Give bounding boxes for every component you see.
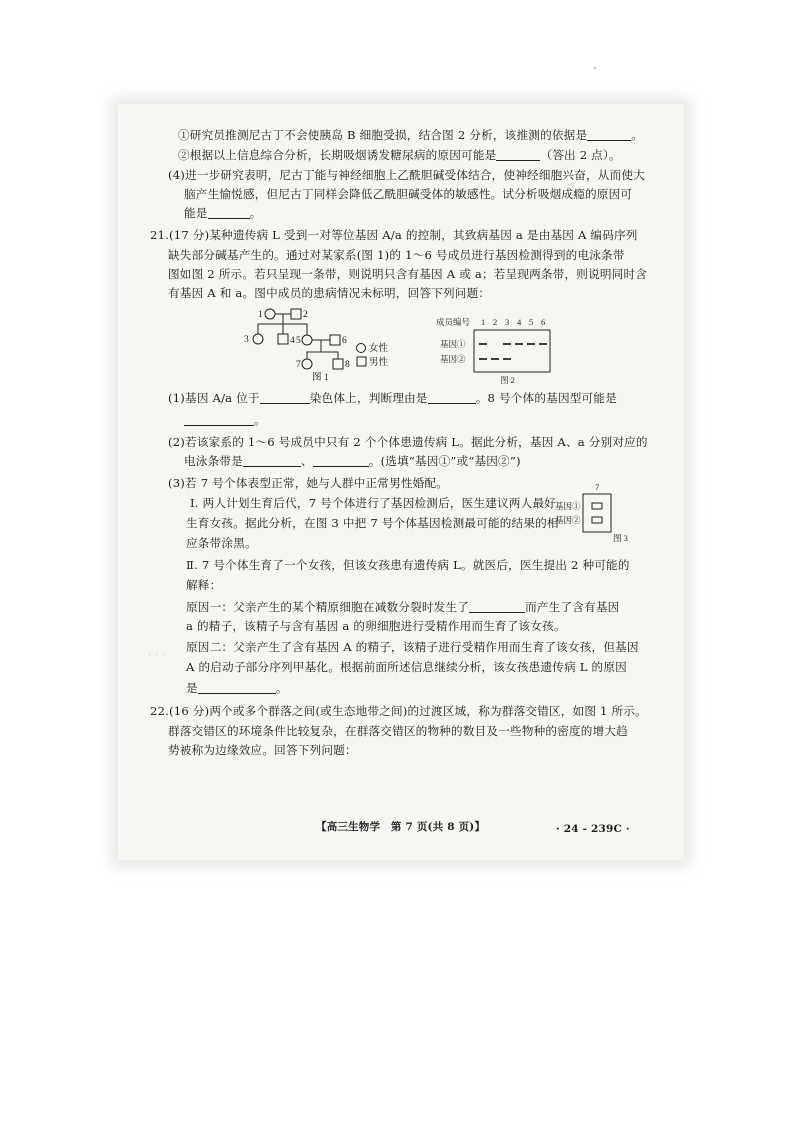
fig2-member-3: 3 [505,317,510,327]
fig3-band-slot-2[interactable] [592,517,602,523]
prev-q3-sub1: ①研究员推测尼古丁不会使胰岛 B 细胞受损，结合图 2 分析，该推测的依据是 。 [178,128,644,142]
prev-q4-line2: 脑产生愉悦感，但尼古丁同样会降低乙酰胆碱受体的敏感性。试分析吸烟成瘾的原因可 [184,187,633,201]
fig2-member-5: 5 [529,317,534,327]
q22-line2: 群落交错区的环境条件比较复杂，在群落交错区的物种的数目及一些物种的密度的增大趋 [168,724,628,738]
answer-blank[interactable] [198,682,276,694]
fig2-member-2: 2 [493,317,498,327]
answer-blank[interactable] [260,392,310,404]
answer-blank[interactable] [496,149,540,161]
fig2-member-4: 4 [517,317,522,327]
q21-sub3-i-line2: 生育女孩。据此分析，在图 3 中把 7 号个体基因检测最可能的结果的相 [186,516,559,530]
q21-intro-2: 缺失部分碱基产生的。通过对某家系(图 1)的 1～6 号成员进行基因检测得到的电泳条带 [168,248,625,262]
q21-reason2-line3: 是 。 [186,681,288,695]
q21-sub3-ii-line2: 解释： [186,578,222,592]
pedigree-member-3 [253,334,263,344]
pedigree-label-3: 3 [244,335,249,345]
answer-blank[interactable] [208,207,250,219]
fig3-row2-label: 基因② [555,515,581,525]
answer-blank[interactable] [428,392,476,404]
pedigree-label-5: 5 [296,336,301,346]
pedigree-label-7: 7 [296,360,301,370]
exam-code: · 24 - 239C · [556,823,630,835]
pedigree-member-1 [265,309,275,319]
answer-blank[interactable] [184,414,254,426]
show-through-mark: · · · [148,648,166,661]
fig2-member-1: 1 [481,317,486,327]
fig2-header-label: 成员编号 [436,317,471,327]
legend-female-label: 女性 [369,344,389,354]
pedigree-member-7 [302,359,312,369]
fig2-caption: 图 2 [500,375,515,385]
pedigree-label-2: 2 [303,310,308,320]
q21-reason1-line1: 原因一：父亲产生的某个精原细胞在减数分裂时发生了 而产生了含有基因 [186,600,620,614]
fig3-gel [555,481,637,543]
prev-q3-sub2: ②根据以上信息综合分析，长期吸烟诱发糖尿病的原因可能是 （答出 2 点）。 [178,148,621,162]
fig2-row1-label: 基因① [440,339,466,349]
answer-blank[interactable] [243,455,301,467]
q22-line3: 势被称为边缘效应。回答下列问题： [168,743,357,757]
pedigree-member-5 [302,335,312,345]
q22-line1: 22.(16 分)两个或多个群落之间(或生态地带之间)的过渡区域，称为群落交错区，如图 1 所示。 [150,704,647,718]
pedigree-member-2 [291,309,301,319]
q21-intro-4: 有基因 A 和 a。图中成员的患病情况未标明，回答下列问题： [168,286,491,300]
fig1-caption: 图 1 [312,373,329,382]
q21-sub1: (1)基因 A/a 位于 染色体上，判断理由是 。8 号个体的基因型可能是 [168,391,617,405]
pedigree-figure [236,302,416,382]
fig3-member: 7 [595,482,600,492]
q21-reason1-line2: a 的精子，该精子与含有基因 a 的卵细胞进行受精作用而生育了该女孩。 [186,619,566,633]
pedigree-label-4: 4 [290,336,295,346]
pedigree-label-8: 8 [345,360,350,370]
q21-sub1-cont: 。 [184,413,266,428]
fig3-band-slot-1[interactable] [592,503,602,509]
prev-q4-line1: (4)进一步研究表明，尼古丁能与神经细胞上乙酰胆碱受体结合，使神经细胞兴奋，从而使大 [168,168,645,182]
electrophoresis-figure [434,314,558,386]
pedigree-label-1: 1 [258,310,263,320]
answer-blank[interactable] [313,455,369,467]
q21-sub2-line2: 电泳条带是 、 。(选填“基因①”或“基因②”) [184,454,521,468]
answer-blank[interactable] [587,129,631,141]
fig3-row1-label: 基因① [555,501,581,511]
answer-blank[interactable] [469,601,525,613]
fig3-frame [583,494,611,532]
gel-frame [474,330,550,372]
page-footer: 【高三生物学 第 7 页(共 8 页)】 [316,821,486,833]
q21-reason2-line1: 原因二：父亲产生了含有基因 A 的精子，该精子进行受精作用而生育了该女孩，但基因 [186,640,639,654]
fig2-row2-label: 基因② [440,354,466,364]
fig2-member-6: 6 [541,317,546,327]
q21-sub3: (3)若 7 号个体表型正常，她与人群中正常男性婚配。 [168,476,449,490]
pedigree-member-8 [333,359,343,369]
stray-mark: - [593,60,598,74]
q21-sub3-i-line3: 应条带涂黑。 [186,536,257,550]
q21-sub2-line1: (2)若该家系的 1～6 号成员中只有 2 个个体患遗传病 L。据此分析，基因 A、a 分别对应的 [168,435,648,449]
pedigree-label-6: 6 [342,336,347,346]
q21-intro-1: 21.(17 分)某种遗传病 L 受到一对等位基因 A/a 的控制，其致病基因 a 是由基因 A 编码序列 [150,228,638,242]
legend-male-icon [357,357,366,366]
legend-female-icon [357,344,366,353]
pedigree-member-4 [278,334,288,344]
legend-male-label: 男性 [369,358,389,368]
q21-intro-3: 图如图 2 所示。若只呈现一条带，则说明只含有基因 A 或 a；若呈现两条带，则说明同时含 [168,267,648,281]
fig3-caption: 图 3 [613,533,628,543]
q21-reason2-line2: A 的启动子部分序列甲基化。根据前面所述信息继续分析，该女孩患遗传病 L 的原因 [186,660,627,674]
prev-q4-line3: 能是 。 [184,206,262,220]
q21-sub3-i-line1: Ⅰ. 两人计划生育后代，7 号个体进行了基因检测后，医生建议两人最好 [190,496,557,510]
q21-sub3-ii-line1: Ⅱ. 7 号个体生育了一个女孩，但该女孩患有遗传病 L。就医后，医生提出 2 种可能的 [186,558,630,572]
pedigree-member-6 [330,335,340,345]
